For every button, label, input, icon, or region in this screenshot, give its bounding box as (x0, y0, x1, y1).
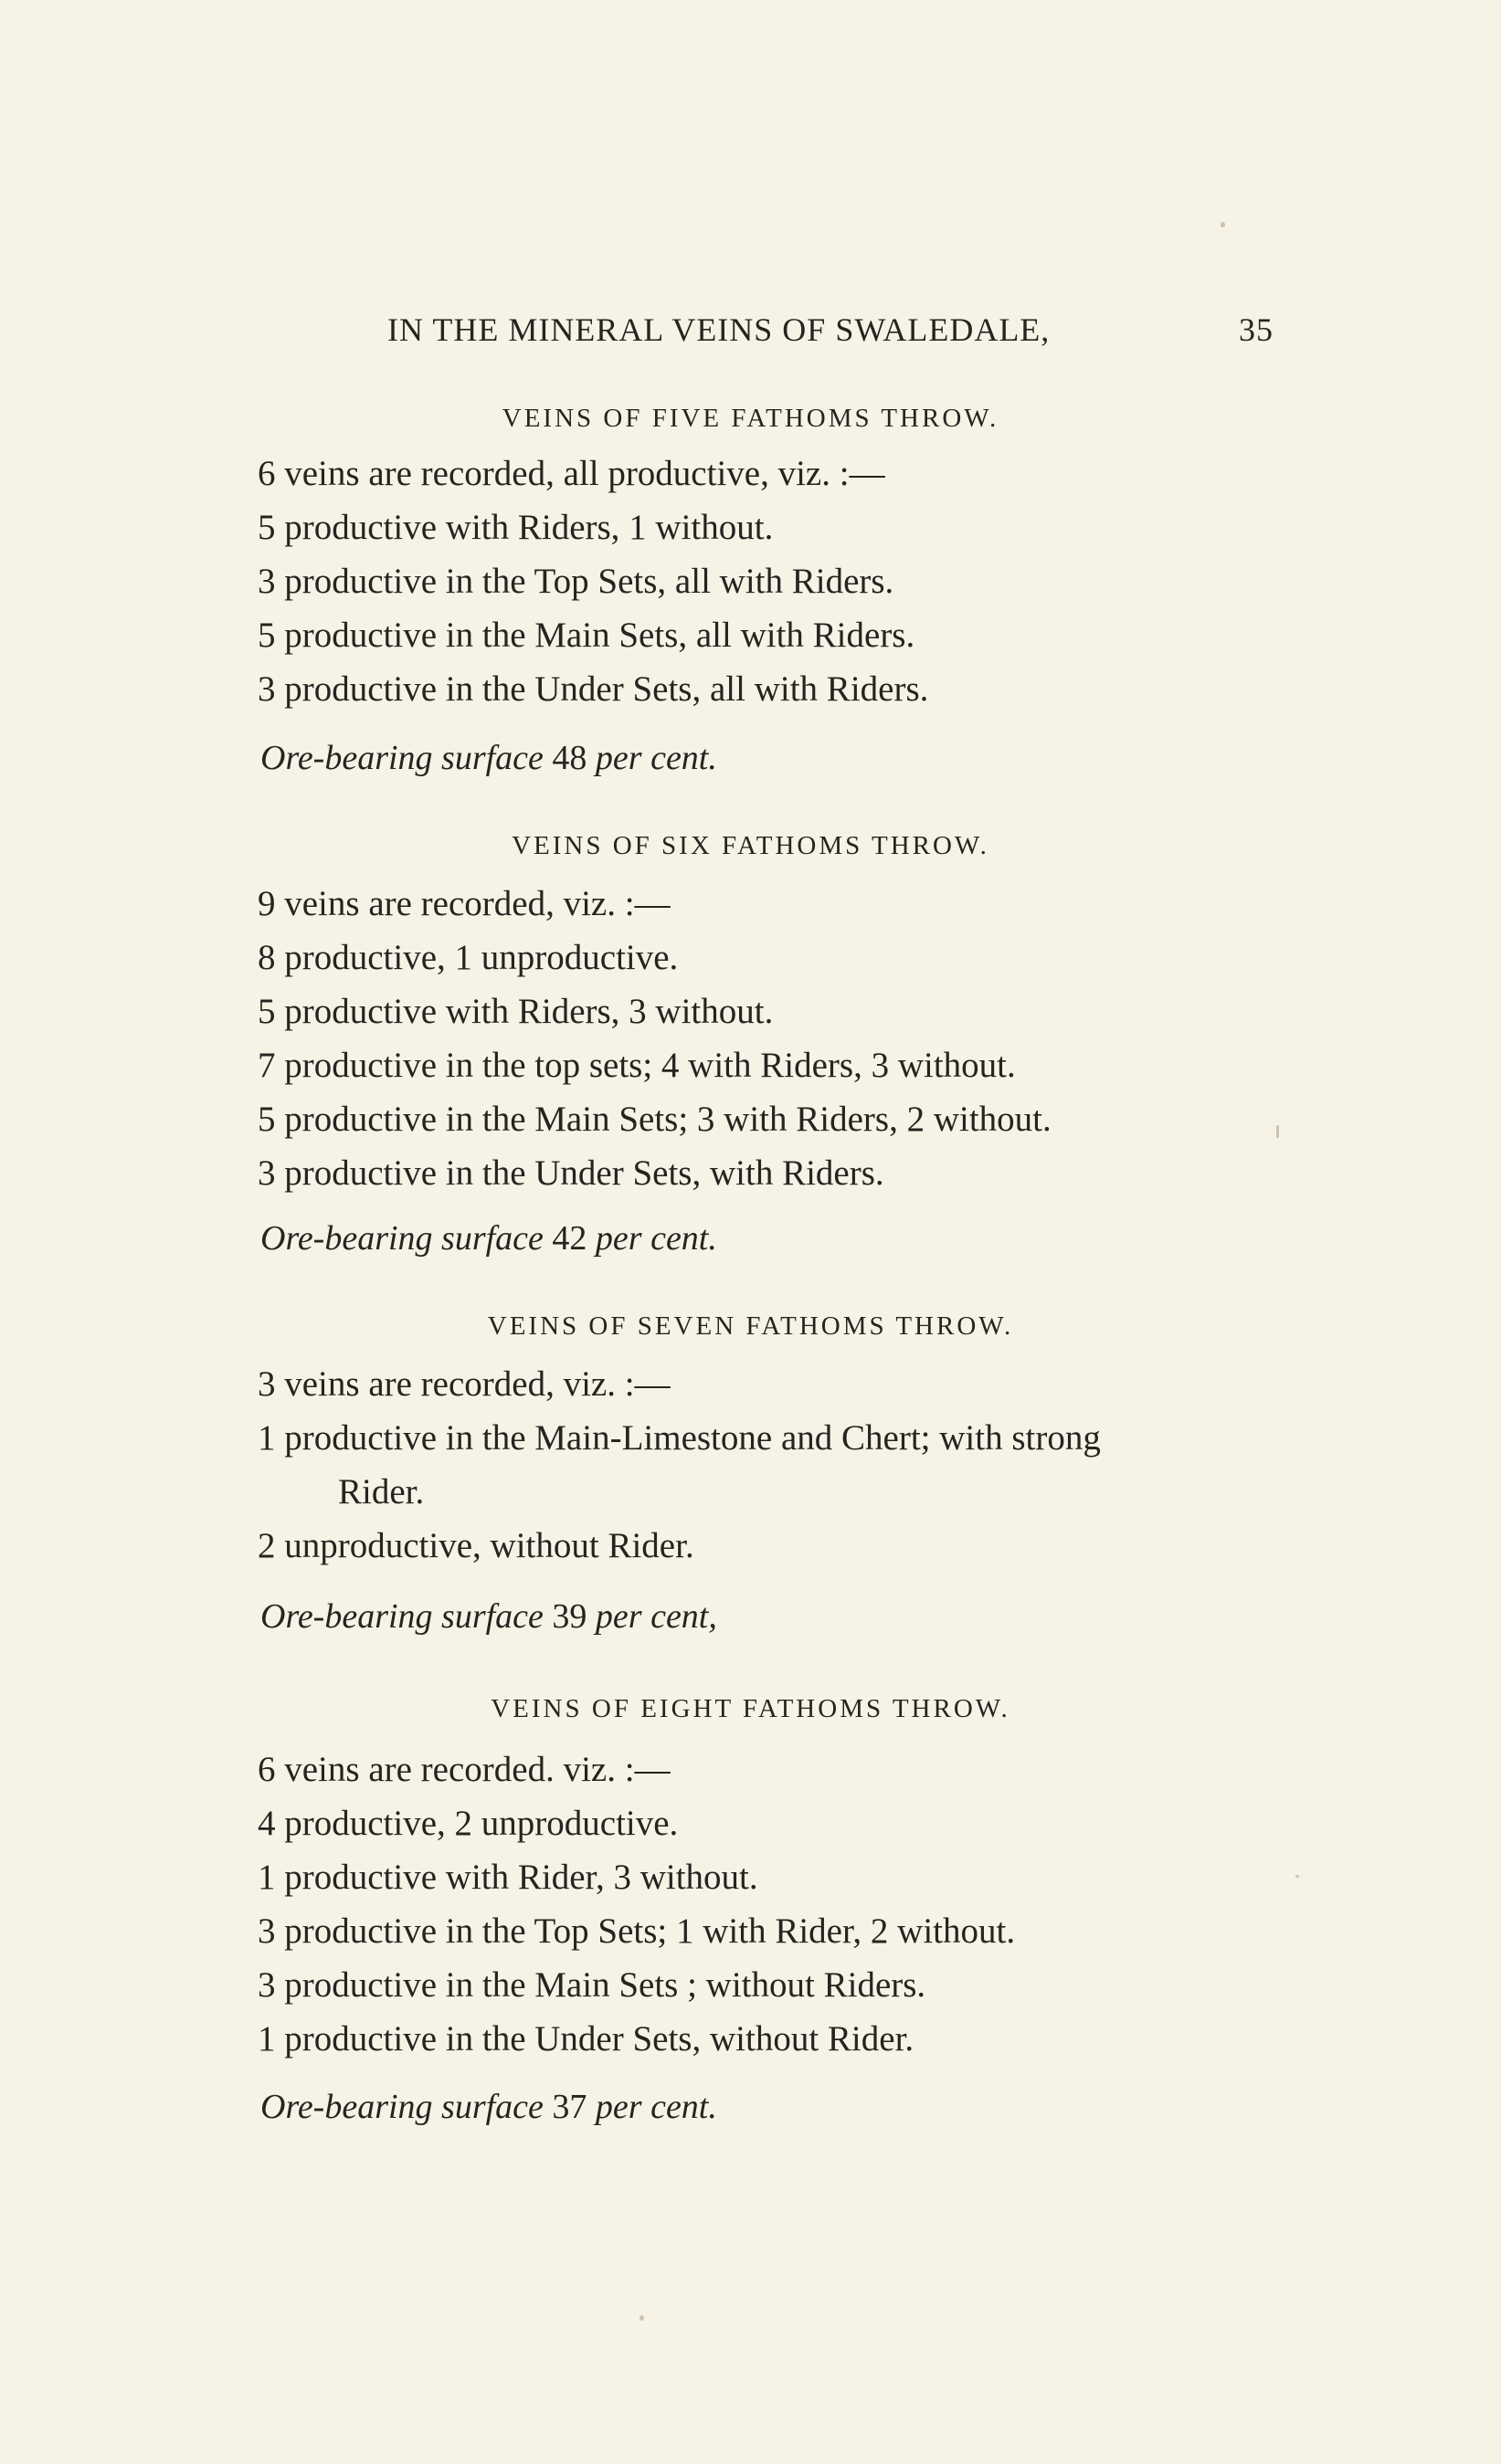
ore-unit: per cent, (595, 1597, 717, 1636)
list-item: 7 productive in the top sets; 4 with Riders, 3 without. (258, 1046, 1016, 1085)
section-heading-six-fathoms: VEINS OF SIX FATHOMS THROW. (512, 831, 989, 860)
list-item: 8 productive, 1 unproductive. (258, 938, 679, 977)
ore-label: Ore-bearing surface (260, 1219, 544, 1258)
ore-unit: per cent. (595, 1219, 717, 1258)
ore-label: Ore-bearing surface (260, 1597, 544, 1636)
ore-bearing-note (260, 738, 717, 778)
list-item: 9 veins are recorded, viz. :— (258, 884, 671, 923)
list-item: 6 veins are recorded, all productive, viz. :— (258, 454, 885, 493)
ore-value: 37 (552, 2088, 587, 2126)
list-item: 3 veins are recorded, viz. :— (258, 1364, 671, 1404)
section-heading-seven-fathoms: VEINS OF SEVEN FATHOMS THROW. (487, 1311, 1014, 1341)
paper-speck (1221, 222, 1225, 227)
list-item: 1 productive with Rider, 3 without. (258, 1858, 758, 1897)
ore-label: Ore-bearing surface (260, 739, 544, 777)
list-item: 6 veins are recorded. viz. :— (258, 1750, 671, 1789)
ore-bearing-note (260, 2087, 717, 2127)
list-item: 3 productive in the Top Sets; 1 with Rider, 2 without. (258, 1911, 1016, 1951)
list-item: 4 productive, 2 unproductive. (258, 1804, 679, 1843)
ore-unit: per cent. (595, 2088, 717, 2126)
list-item: 1 productive in the Under Sets, without Rider. (258, 2019, 914, 2059)
list-item: 5 productive in the Main Sets; 3 with Riders, 2 without. (258, 1100, 1052, 1139)
list-item: 3 productive in the Main Sets ; without Riders. (258, 1965, 926, 2005)
list-item: 1 productive in the Main-Limestone and Chert; with strong (258, 1418, 1101, 1458)
ore-value: 42 (552, 1219, 587, 1258)
list-item: 3 productive in the Top Sets, all with Riders. (258, 562, 894, 601)
list-item-continuation: Rider. (338, 1472, 425, 1511)
running-head-title: IN THE MINERAL VEINS OF SWALEDALE, (387, 311, 1051, 348)
ore-bearing-note (260, 1218, 717, 1258)
list-item: 5 productive with Riders, 1 without. (258, 508, 774, 547)
ore-label: Ore-bearing surface (260, 2088, 544, 2126)
list-item: 3 productive in the Under Sets, with Riders. (258, 1153, 884, 1193)
paper-speck (640, 2315, 644, 2321)
section-heading-five-fathoms: VEINS OF FIVE FATHOMS THROW. (502, 404, 999, 433)
paper-speck (1276, 1125, 1279, 1138)
ore-bearing-note (260, 1596, 717, 1637)
section-heading-eight-fathoms: VEINS OF EIGHT FATHOMS THROW. (491, 1694, 1010, 1723)
list-item: 3 productive in the Under Sets, all with Riders. (258, 669, 929, 709)
ore-value: 39 (552, 1597, 587, 1636)
list-item: 5 productive with Riders, 3 without. (258, 992, 774, 1031)
list-item: 5 productive in the Main Sets, all with Riders. (258, 616, 915, 655)
list-item: 2 unproductive, without Rider. (258, 1526, 694, 1565)
page-number: 35 (1239, 311, 1274, 348)
paper-speck (1295, 1875, 1299, 1878)
ore-value: 48 (552, 739, 587, 777)
ore-unit: per cent. (595, 739, 717, 777)
